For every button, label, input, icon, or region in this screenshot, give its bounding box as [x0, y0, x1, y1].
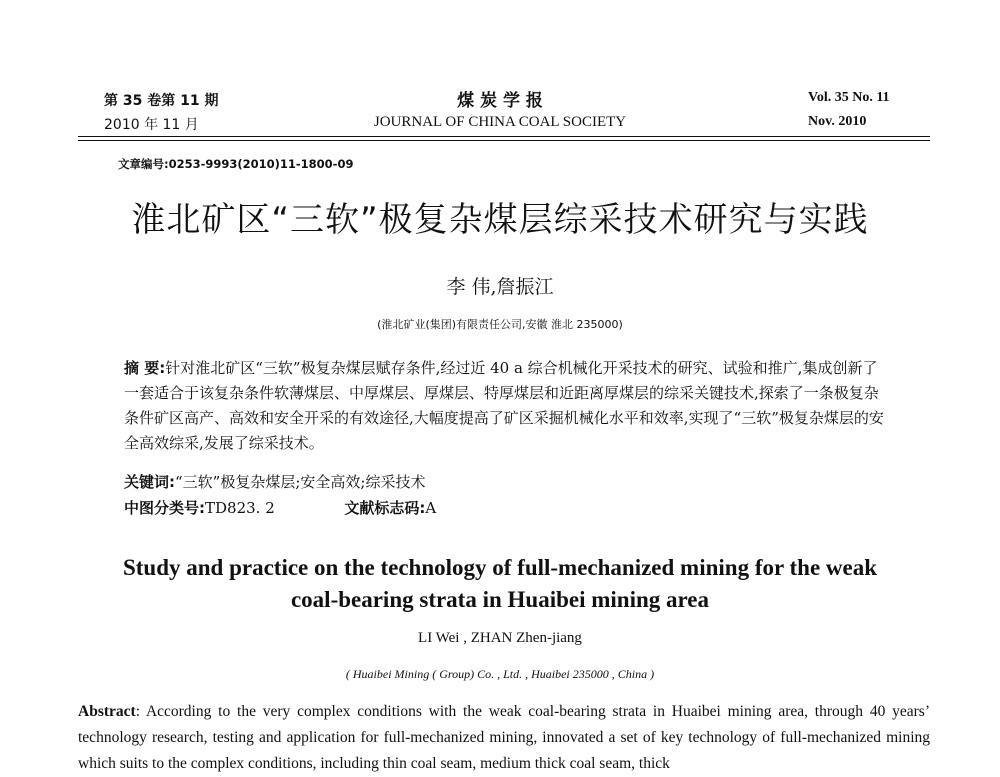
title-en	[0, 552, 1000, 616]
issue-date-en: Nov. 2010	[808, 114, 867, 129]
header-rule-top	[78, 136, 930, 137]
abstract-en	[78, 699, 930, 777]
doc-code-value: A	[425, 499, 437, 517]
clc-label: 中图分类号:	[124, 499, 205, 517]
journal-name-zh: 煤 炭 学 报	[457, 91, 543, 111]
issue-date-zh: 2010 年 11 月	[104, 117, 199, 133]
authors-en: LI Wei , ZHAN Zhen-jiang	[418, 630, 582, 646]
header-rule-bottom	[78, 140, 930, 141]
abstract-zh	[124, 356, 884, 456]
issue-volume-zh: 第 35 卷第 11 期	[104, 93, 219, 109]
classification-zh	[124, 497, 436, 518]
affiliation-en: ( Huaibei Mining ( Group) Co. , Ltd. , Huaibei 235000 , China )	[345, 667, 655, 681]
abstract-zh-label: 摘 要:	[124, 359, 166, 377]
volume-number-en: Vol. 35 No. 11	[808, 90, 890, 105]
title-zh: 淮北矿区“三软”极复杂煤层综采技术研究与实践	[131, 200, 869, 240]
doc-code-label: 文献标志码:	[344, 499, 426, 517]
journal-name-en: JOURNAL OF CHINA COAL SOCIETY	[373, 114, 627, 130]
article-id: 文章编号:0253-9993(2010)11-1800-09	[118, 157, 354, 171]
abstract-zh-text: 针对淮北矿区“三软”极复杂煤层赋存条件,经过近 40 a 综合机械化开采技术的研究、试验和推广,集成创新了一套适合于该复杂条件软薄煤层、中厚煤层、厚煤层、特厚煤层和近距离厚煤层的综采关键技术,探索了一条极复杂条件矿区高产、高效和安全开采的有效途径,大幅度提高了矿区采掘机械化水平和效率,实现了“三软”极复杂煤层的安全高效综采,发展了综采技术。	[124, 359, 884, 452]
authors-zh: 李 伟,詹振江	[446, 276, 554, 298]
abstract-en-text: : According to the very complex conditions with the weak coal-bearing strata in Huaibei mining area, through 40 years’ technology research, testing and application for full-mechanized mining, innovated a set of key technology of full-mechanized mining which suits to the complex conditions, including thin coal seam, medium thick coal seam, thick	[78, 703, 930, 772]
keywords-zh-label: 关键词:	[124, 473, 175, 491]
abstract-en-label: Abstract	[78, 703, 136, 720]
clc-value: TD823. 2	[205, 499, 275, 517]
keywords-zh	[124, 471, 425, 492]
keywords-zh-text: “三软”极复杂煤层;安全高效;综采技术	[175, 473, 426, 491]
title-en-text: Study and practice on the technology of full-mechanized mining for the weak coal-bearing strata in Huaibei mining area	[122, 555, 878, 612]
affiliation-zh: (淮北矿业(集团)有限责任公司,安徽 淮北 235000)	[377, 318, 623, 331]
